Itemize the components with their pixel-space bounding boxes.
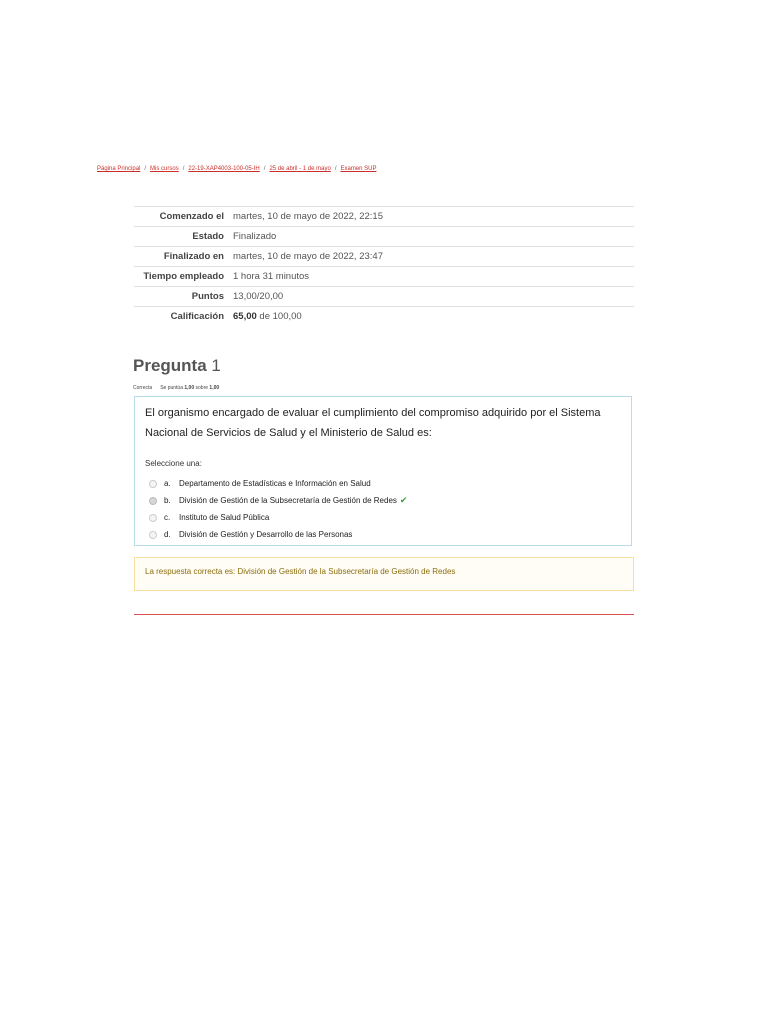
summary-label: Tiempo empleado	[134, 267, 229, 287]
summary-label: Finalizado en	[134, 247, 229, 267]
answer-letter: d.	[164, 530, 171, 539]
question-text: El organismo encargado de evaluar el cumplimiento del compromiso adquirido por el Sistema Nacional de Servicios de Salud y el Ministerio de Salud es:	[145, 407, 601, 439]
score-mid: sobre	[195, 385, 209, 391]
grade-value: 65,00	[233, 311, 257, 322]
breadcrumb-separator: /	[334, 166, 337, 172]
summary-value: Finalizado	[229, 227, 634, 247]
summary-label: Estado	[134, 227, 229, 247]
question-info	[133, 385, 219, 391]
answer-option-a[interactable]	[149, 475, 407, 492]
question-number: 1	[211, 356, 221, 375]
breadcrumb-separator: /	[144, 166, 147, 172]
summary-value: martes, 10 de mayo de 2022, 23:47	[229, 247, 634, 267]
score-prefix: Se puntúa	[160, 385, 183, 391]
summary-value	[229, 307, 634, 327]
breadcrumb-home[interactable]: Página Principal	[97, 166, 141, 172]
breadcrumb-course[interactable]: 22-19-XAP4003-100-05-IH	[188, 166, 260, 172]
answer-option-c[interactable]	[149, 509, 407, 526]
summary-row-state	[134, 227, 634, 247]
summary-row-started	[134, 207, 634, 227]
question-title: Pregunta	[133, 356, 207, 375]
radio-button-selected[interactable]	[149, 497, 157, 505]
summary-value: 1 hora 31 minutos	[229, 267, 634, 287]
summary-label: Puntos	[134, 287, 229, 307]
radio-button[interactable]	[149, 514, 157, 522]
answer-label: División de Gestión y Desarrollo de las Personas	[179, 530, 353, 539]
summary-label: Calificación	[134, 307, 229, 327]
answer-list	[149, 475, 407, 543]
answer-label: Departamento de Estadísticas e Información en Salud	[179, 479, 371, 488]
question-heading	[133, 356, 221, 376]
summary-row-time-taken	[134, 267, 634, 287]
question-content	[134, 396, 632, 546]
answer-prompt: Seleccione una:	[145, 459, 202, 468]
answer-letter: b.	[164, 496, 171, 505]
answer-label: Instituto de Salud Pública	[179, 513, 270, 522]
breadcrumb-week[interactable]: 25 de abril - 1 de mayo	[269, 166, 331, 172]
summary-label: Comenzado el	[134, 207, 229, 227]
radio-button[interactable]	[149, 480, 157, 488]
summary-value: martes, 10 de mayo de 2022, 22:15	[229, 207, 634, 227]
summary-row-finished	[134, 247, 634, 267]
summary-value: 13,00/20,00	[229, 287, 634, 307]
answer-option-b[interactable]	[149, 492, 407, 509]
breadcrumb	[97, 166, 377, 172]
attempt-summary-table	[134, 206, 634, 326]
score-value: 1,00	[184, 385, 195, 391]
answer-option-d[interactable]	[149, 526, 407, 543]
breadcrumb-quiz[interactable]: Examen SUP	[340, 166, 377, 172]
grade-max: de 100,00	[259, 311, 302, 322]
breadcrumb-separator: /	[263, 166, 266, 172]
answer-label: División de Gestión de la Subsecretaría de Gestión de Redes	[179, 496, 397, 505]
breadcrumb-my-courses[interactable]: Mis cursos	[150, 166, 179, 172]
radio-button[interactable]	[149, 531, 157, 539]
question-state: Correcta	[133, 385, 153, 391]
summary-row-marks	[134, 287, 634, 307]
breadcrumb-separator: /	[182, 166, 185, 172]
answer-letter: c.	[164, 513, 171, 522]
answer-letter: a.	[164, 479, 171, 488]
divider	[134, 614, 634, 615]
correct-answer-feedback: La respuesta correcta es: División de Gestión de la Subsecretaría de Gestión de Redes	[134, 557, 634, 591]
check-icon: ✔	[399, 495, 408, 505]
summary-row-grade	[134, 307, 634, 327]
score-max: 1,00	[209, 385, 220, 391]
